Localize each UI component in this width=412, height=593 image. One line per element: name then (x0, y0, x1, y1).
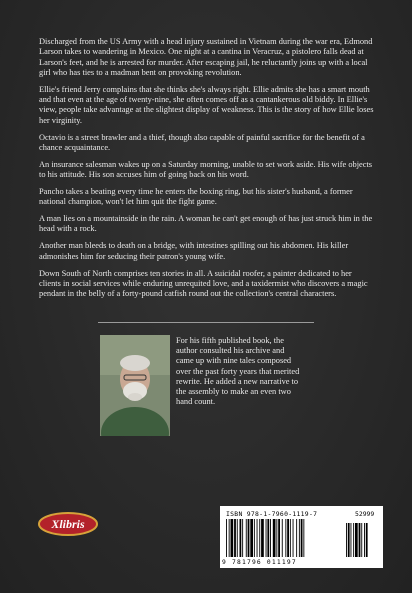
barcode-bar (261, 519, 264, 557)
isbn-digits: 9 781796 011197 (222, 559, 297, 566)
back-cover-blurb (39, 37, 374, 306)
xlibris-logo-icon (37, 510, 99, 538)
addon-bar (366, 523, 368, 557)
barcode-bar (242, 519, 243, 557)
addon-bar (364, 523, 365, 557)
author-photo (100, 335, 170, 436)
publisher-logo (37, 510, 99, 538)
barcode-bar (278, 519, 280, 557)
author-portrait-image (100, 335, 170, 436)
addon-bar (348, 523, 350, 557)
price-code: 52999 (355, 510, 375, 518)
author-bio-line: came up with nine tales composed (176, 356, 292, 366)
addon-bar (351, 523, 352, 557)
isbn-label: ISBN 978-1-7960-1119-7 (226, 510, 318, 518)
blurb-paragraph: Another man bleeds to death on a bridge, with intestines spilling out his abdomen. His killer admonishes him for seducing their patron's young wife. (39, 241, 349, 261)
barcode-bar (254, 519, 255, 557)
barcode-bar (231, 519, 234, 557)
blurb-paragraph: An insurance salesman wakes up on a Saturday morning, unable to set work aside. His wife objects to his attitude. His son accuses him of going back on his word. (39, 159, 373, 180)
publisher-logo-text: Xlibris (51, 517, 85, 531)
blurb-paragraph: Octavio is a street brawler and a thief, though also capable of painful sacrifice for the benefit of a chance acquaintance. (39, 132, 365, 152)
barcode-bar (301, 519, 303, 557)
barcode-bars (226, 519, 377, 559)
barcode-bar (296, 519, 297, 557)
barcode-bar (299, 519, 300, 557)
author-bio-line: hand count. (176, 397, 216, 407)
barcode-bar (266, 519, 267, 557)
barcode-bar (273, 519, 276, 557)
barcode-bar (237, 519, 238, 557)
addon-bar (346, 523, 347, 557)
barcode-bar (240, 519, 242, 557)
barcode-bar (259, 519, 260, 557)
barcode-bar (250, 519, 253, 557)
addon-bar (359, 523, 361, 557)
author-bio-line: For his fifth published book, the (176, 336, 284, 345)
author-bio-line: over the past forty years that merited (176, 366, 300, 376)
addon-bar (355, 523, 358, 557)
barcode-bar (270, 519, 271, 557)
barcode-bar (229, 519, 230, 557)
blurb-paragraph: Discharged from the US Army with a head injury sustained in Vietnam during the war era, Edmond Larson takes to wandering in Mexico. One night at a cantina in Veracruz, a pistolero falls dead at Larson's feet, and he is arrested for murder. After escaping jail, he reluctantly joins up with a local girl who has ties to a madman bent on provoking revolution. (39, 37, 373, 77)
addon-bar (361, 523, 362, 557)
isbn-barcode (220, 506, 383, 568)
author-bio (176, 336, 316, 407)
section-divider (98, 322, 314, 323)
barcode-bar (287, 519, 289, 557)
blurb-paragraph: Pancho takes a beating every time he enters the boxing ring, but his sister's husband, a former national champion, won't let him quit the fight game. (39, 186, 353, 207)
barcode-bar (293, 519, 294, 557)
blurb-paragraph: Ellie's friend Jerry complains that she thinks she's always right. Ellie admits she has a smart mouth and that even at the age of twenty-nine, she often comes off as a cantankerous old biddy. In Ellie's view, people take advantage at the slightest display of weakness. This is the story of how Ellie loses her virginity. (39, 84, 374, 125)
barcode-bar (267, 519, 269, 557)
author-bio-line: rewrite. He added a new narrative to (176, 376, 299, 386)
barcode-bar (303, 519, 304, 557)
barcode-bar (248, 519, 250, 557)
barcode-bar (246, 519, 247, 557)
author-bio-line: the assembly to make an even two (176, 387, 291, 397)
barcode-bar (234, 519, 236, 557)
blurb-paragraph: A man lies on a mountainside in the rain. A woman he can't get enough of has just struck him in the head with a rock. (39, 214, 373, 234)
barcode-bar (226, 519, 227, 557)
barcode-bar (285, 519, 286, 557)
author-bio-line: author consulted his archive and (176, 346, 285, 356)
barcode-bar (276, 519, 277, 557)
barcode-bar (282, 519, 283, 557)
addon-bar (353, 523, 354, 557)
barcode-bar (290, 519, 291, 557)
blurb-paragraph: Down South of North comprises ten stories in all. A suicidal roofer, a painter dedicated to her clients in social services while enduring unrequited love, and a taxidermist who discovers a magic pendant in the belly of a forty-pound catfish round out the collection's central characters. (39, 268, 368, 299)
barcode-bar (257, 519, 258, 557)
